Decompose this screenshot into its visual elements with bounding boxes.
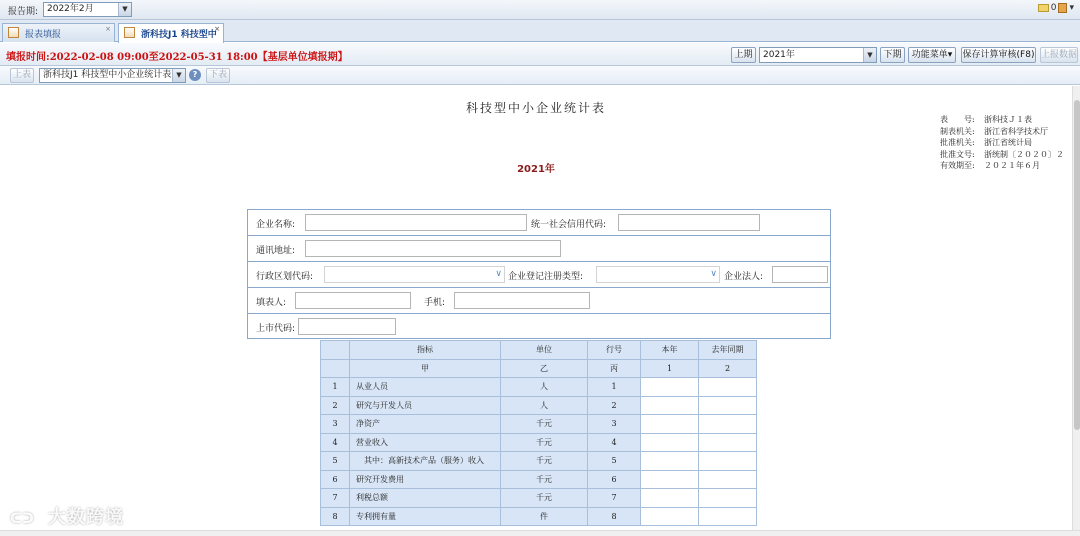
dropdown-arrow-icon[interactable]: ▾ — [1069, 3, 1074, 13]
top-right-icons — [1038, 3, 1074, 13]
table-row — [321, 433, 757, 452]
form-row — [248, 236, 830, 262]
line-number: 1 — [588, 378, 641, 397]
report-year: 2021年 — [517, 164, 555, 175]
current-value-input[interactable] — [641, 489, 699, 508]
region-code-select[interactable] — [324, 266, 505, 283]
chevron-down-icon[interactable]: ▼ — [863, 48, 876, 62]
row-number: 6 — [321, 470, 350, 489]
tab-label: 报表填报 — [25, 30, 62, 40]
current-year-header: 本年 — [641, 341, 699, 360]
unit-header: 单位 — [501, 341, 588, 360]
table-cell — [321, 359, 350, 378]
table-header-row — [321, 341, 757, 360]
table-row — [321, 507, 757, 526]
tab-label: 浙科技J1 科技型中 — [141, 30, 217, 40]
form-row — [248, 288, 830, 314]
indicator-header: 指标 — [350, 341, 501, 360]
row-number: 7 — [321, 489, 350, 508]
unit-cell: 件 — [501, 507, 588, 526]
previous-value-input[interactable] — [699, 433, 757, 452]
previous-year-header: 去年同期 — [699, 341, 757, 360]
unit-cell: 千元 — [501, 433, 588, 452]
function-menu-label: 功能菜单 — [911, 50, 948, 60]
indicator-name: 净资产 — [350, 415, 501, 434]
indicator-name: 专利拥有量 — [350, 507, 501, 526]
year-select[interactable] — [759, 47, 877, 63]
legal-person-input[interactable] — [772, 266, 828, 283]
company-name-input[interactable] — [305, 214, 527, 231]
credit-code-input[interactable] — [618, 214, 760, 231]
indicator-name: 从业人员 — [350, 378, 501, 397]
table-row — [321, 396, 757, 415]
function-menu-button[interactable] — [908, 47, 956, 63]
unit-cell: 千元 — [501, 452, 588, 471]
row-number: 4 — [321, 433, 350, 452]
indicator-name: 其中：高新技术产品（服务）收入 — [350, 452, 501, 471]
chevron-down-icon[interactable]: ▼ — [172, 69, 185, 82]
unit-cell: 人 — [501, 396, 588, 415]
unit-cell: 千元 — [501, 489, 588, 508]
chevron-down-icon[interactable]: ∨ — [710, 269, 717, 279]
row-number: 1 — [321, 378, 350, 397]
prev-table-button[interactable]: 上表 — [10, 68, 34, 83]
row-number: 3 — [321, 415, 350, 434]
row-number: 8 — [321, 507, 350, 526]
row-number: 2 — [321, 396, 350, 415]
mail-icon[interactable] — [1038, 4, 1049, 12]
form-icon — [124, 27, 135, 38]
watermark-text: 大数跨境 — [48, 507, 124, 528]
chevron-down-icon[interactable]: ∨ — [495, 269, 502, 279]
current-value-input[interactable] — [641, 378, 699, 397]
table-cell: 甲 — [350, 359, 501, 378]
table-row — [321, 489, 757, 508]
current-value-input[interactable] — [641, 507, 699, 526]
indicator-name: 利税总额 — [350, 489, 501, 508]
save-calc-check-button[interactable]: 保存计算审核(F8) — [961, 47, 1036, 63]
table-cell — [321, 341, 350, 360]
report-period-select[interactable] — [43, 2, 132, 17]
info-toolbar — [0, 43, 1080, 66]
submit-data-button[interactable]: 上报数据 — [1040, 47, 1078, 63]
reg-type-label: 企业登记注册类型: — [508, 272, 584, 282]
table-cell: 乙 — [501, 359, 588, 378]
row-number: 5 — [321, 452, 350, 471]
previous-value-input[interactable] — [699, 378, 757, 397]
tab-report-fill[interactable] — [2, 23, 115, 42]
help-icon[interactable]: ? — [189, 69, 201, 81]
chevron-down-icon[interactable]: ▼ — [118, 3, 131, 16]
tab-zhekeji-j1[interactable] — [118, 23, 224, 43]
legal-person-label: 企业法人: — [724, 272, 764, 282]
meta-line: 制表机关: 浙江省科学技术厅 — [940, 126, 1048, 136]
phone-label: 手机: — [424, 298, 446, 308]
indicator-name: 研究开发费用 — [350, 470, 501, 489]
unit-cell: 千元 — [501, 415, 588, 434]
vertical-scrollbar[interactable] — [1072, 86, 1080, 530]
line-number: 8 — [588, 507, 641, 526]
address-label: 通讯地址: — [256, 246, 296, 256]
table-cell: 1 — [641, 359, 699, 378]
year-value: 2021年 — [763, 50, 795, 60]
meta-line: 批准机关: 浙江省统计局 — [940, 138, 1032, 147]
table-nav-toolbar — [0, 66, 1080, 85]
current-value-input[interactable] — [641, 470, 699, 489]
company-name-label: 企业名称: — [256, 220, 296, 230]
meta-line: 表 号: 浙科技Ｊ１表 — [940, 115, 1032, 124]
unit-cell: 人 — [501, 378, 588, 397]
table-row — [321, 378, 757, 397]
prev-period-button[interactable]: 上期 — [731, 47, 756, 63]
table-select[interactable] — [39, 68, 186, 83]
watermark — [10, 503, 124, 529]
form-row — [248, 210, 830, 236]
phone-input[interactable] — [454, 292, 590, 309]
form-icon — [8, 27, 19, 38]
address-input[interactable] — [305, 240, 561, 257]
indicator-name: 营业收入 — [350, 433, 501, 452]
table-code-row — [321, 359, 757, 378]
scrollbar-thumb[interactable] — [1074, 100, 1080, 430]
line-number: 6 — [588, 470, 641, 489]
tab-strip — [0, 20, 1080, 42]
report-document — [0, 86, 1072, 530]
line-number: 5 — [588, 452, 641, 471]
close-icon[interactable]: × — [214, 25, 220, 33]
table-select-value: 浙科技J1 科技型中小企业统计表 — [43, 70, 172, 80]
table-row — [321, 470, 757, 489]
report-title: 科技型中小企业统计表 — [465, 101, 606, 115]
listing-code-input[interactable] — [298, 318, 396, 335]
filler-label: 填表人: — [256, 298, 287, 308]
previous-value-input[interactable] — [699, 415, 757, 434]
fill-time-notice: 填报时间:2022-02-08 09:00至2022-05-31 18:00【基层单位填报期】 — [6, 52, 348, 63]
watermark-logo-icon: ᑕᑐ — [10, 511, 35, 527]
meta-line: 有效期至: ２０２１年６月 — [940, 161, 1040, 170]
indicator-table — [320, 340, 757, 526]
previous-value-input[interactable] — [699, 452, 757, 471]
current-value-input[interactable] — [641, 433, 699, 452]
table-cell: 2 — [699, 359, 757, 378]
form-row — [248, 262, 830, 288]
table-row — [321, 415, 757, 434]
next-period-button[interactable]: 下期 — [880, 47, 905, 63]
current-value-input[interactable] — [641, 396, 699, 415]
company-info-form — [247, 209, 831, 339]
table-row — [321, 452, 757, 471]
reg-type-select[interactable] — [596, 266, 720, 283]
table-cell: 丙 — [588, 359, 641, 378]
message-count: 0 — [1050, 3, 1057, 13]
previous-value-input[interactable] — [699, 396, 757, 415]
report-period-label: 报告期: — [8, 7, 39, 17]
next-table-button[interactable]: 下表 — [206, 68, 230, 83]
line-number: 7 — [588, 489, 641, 508]
indicator-name: 研究与开发人员 — [350, 396, 501, 415]
report-period-value: 2022年2月 — [47, 4, 94, 14]
line-header: 行号 — [588, 341, 641, 360]
close-icon[interactable]: × — [105, 25, 111, 33]
form-row — [248, 314, 830, 340]
previous-value-input[interactable] — [699, 507, 757, 526]
line-number: 2 — [588, 396, 641, 415]
listing-code-label: 上市代码: — [256, 324, 296, 334]
line-number: 4 — [588, 433, 641, 452]
previous-value-input[interactable] — [699, 470, 757, 489]
dropdown-arrow-icon: ▾ — [947, 50, 953, 60]
meta-line: 批准文号: 浙统制〔２０２０〕２ — [940, 149, 1064, 159]
horizontal-scrollbar[interactable] — [0, 530, 1080, 536]
report-period-bar — [0, 0, 1080, 20]
previous-value-input[interactable] — [699, 489, 757, 508]
line-number: 3 — [588, 415, 641, 434]
unit-cell: 千元 — [501, 470, 588, 489]
filler-input[interactable] — [295, 292, 411, 309]
notice-icon[interactable] — [1058, 3, 1067, 13]
credit-code-label: 统一社会信用代码: — [531, 220, 607, 230]
current-value-input[interactable] — [641, 452, 699, 471]
region-code-label: 行政区划代码: — [256, 272, 314, 282]
current-value-input[interactable] — [641, 415, 699, 434]
